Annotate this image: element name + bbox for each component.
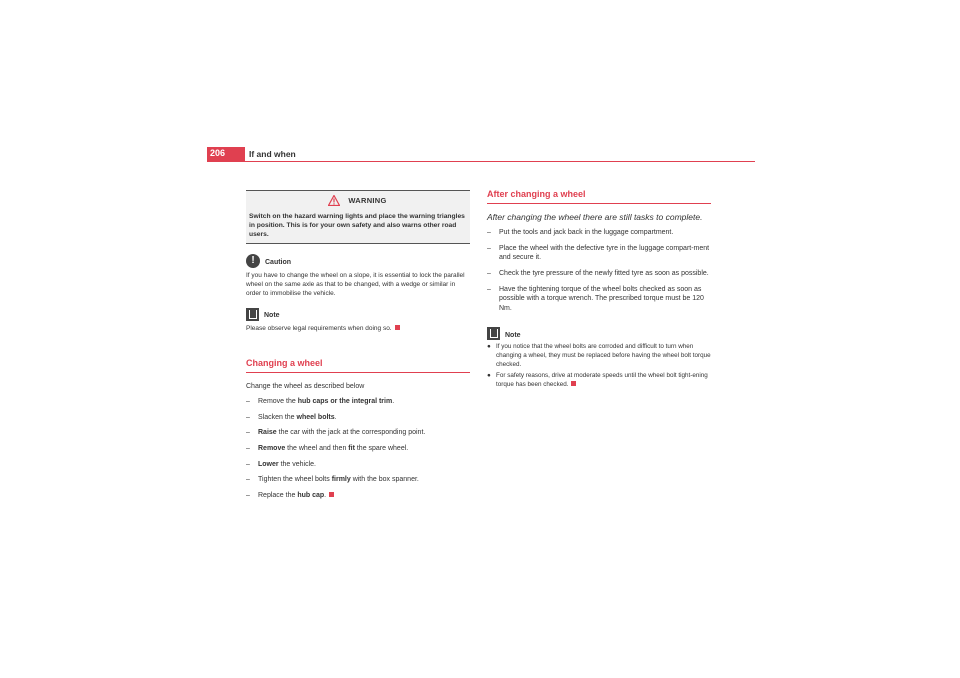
chapter-title: If and when	[249, 149, 296, 159]
step-item: – Slacken the wheel bolts.	[246, 413, 337, 421]
step-item: – Lower the vehicle.	[246, 460, 316, 468]
step-item: – Check the tyre pressure of the newly fitted tyre as soon as possible.	[487, 269, 709, 277]
warning-triangle-icon	[328, 195, 340, 206]
note-icon	[246, 308, 259, 321]
caution-text: If you have to change the wheel on a slope, it is essential to lock the parallel wheel on the same axle as that to be changed, with a wedge or similar in order to immobilise the vehicle.	[246, 272, 465, 297]
step-item: – Raise the car with the jack at the corresponding point.	[246, 429, 426, 437]
note-title: Note	[264, 312, 280, 320]
right-column	[487, 190, 711, 389]
step-item: – Remove the wheel and then fit the spare wheel.	[246, 444, 409, 452]
end-marker	[329, 492, 334, 497]
warning-title: WARNING	[348, 195, 387, 205]
caution-icon: !	[246, 254, 260, 268]
note-title: Note	[505, 331, 521, 339]
section-title-changing: Changing a wheel	[246, 359, 470, 373]
note-bullet: ● For safety reasons, drive at moderate speeds until the wheel bolt tight-ening torque has been checked.	[487, 371, 708, 388]
section-subtitle-after: After changing the wheel there are still tasks to complete.	[487, 211, 703, 222]
header-rule	[207, 161, 755, 162]
section-title-after: After changing a wheel	[487, 190, 711, 204]
step-item: – Place the wheel with the defective tyre in the luggage compart-ment and secure it.	[487, 244, 710, 262]
step-item: – Remove the hub caps or the integral trim.	[246, 398, 395, 406]
note-text: Please observe legal requirements when doing so.	[246, 324, 470, 333]
note-icon	[487, 327, 500, 340]
step-item: – Tighten the wheel bolts firmly with the box spanner.	[246, 476, 419, 484]
caution-title: Caution	[265, 259, 292, 267]
step-item: – Replace the hub cap.	[246, 491, 470, 501]
warning-text: Switch on the hazard warning lights and place the warning triangles in position. This is for your own safety and also warns other road users.	[249, 213, 465, 238]
step-item: – Have the tightening torque of the wheel bolts checked as soon as possible with a torque wrench. The prescribed torque must be 120 Nm.	[487, 285, 704, 312]
note-bullet: ● If you notice that the wheel bolts are corroded and difficult to turn when changing a wheel, they must be replaced before having the wheel bolt torque checked.	[487, 343, 711, 368]
left-column	[246, 190, 470, 500]
step-item: – Put the tools and jack back in the luggage compartment.	[487, 229, 674, 237]
end-marker	[571, 381, 576, 386]
page-number: 206	[210, 148, 226, 158]
end-marker	[395, 325, 400, 330]
changing-intro: Change the wheel as described below	[246, 382, 365, 390]
warning-box	[246, 190, 470, 244]
